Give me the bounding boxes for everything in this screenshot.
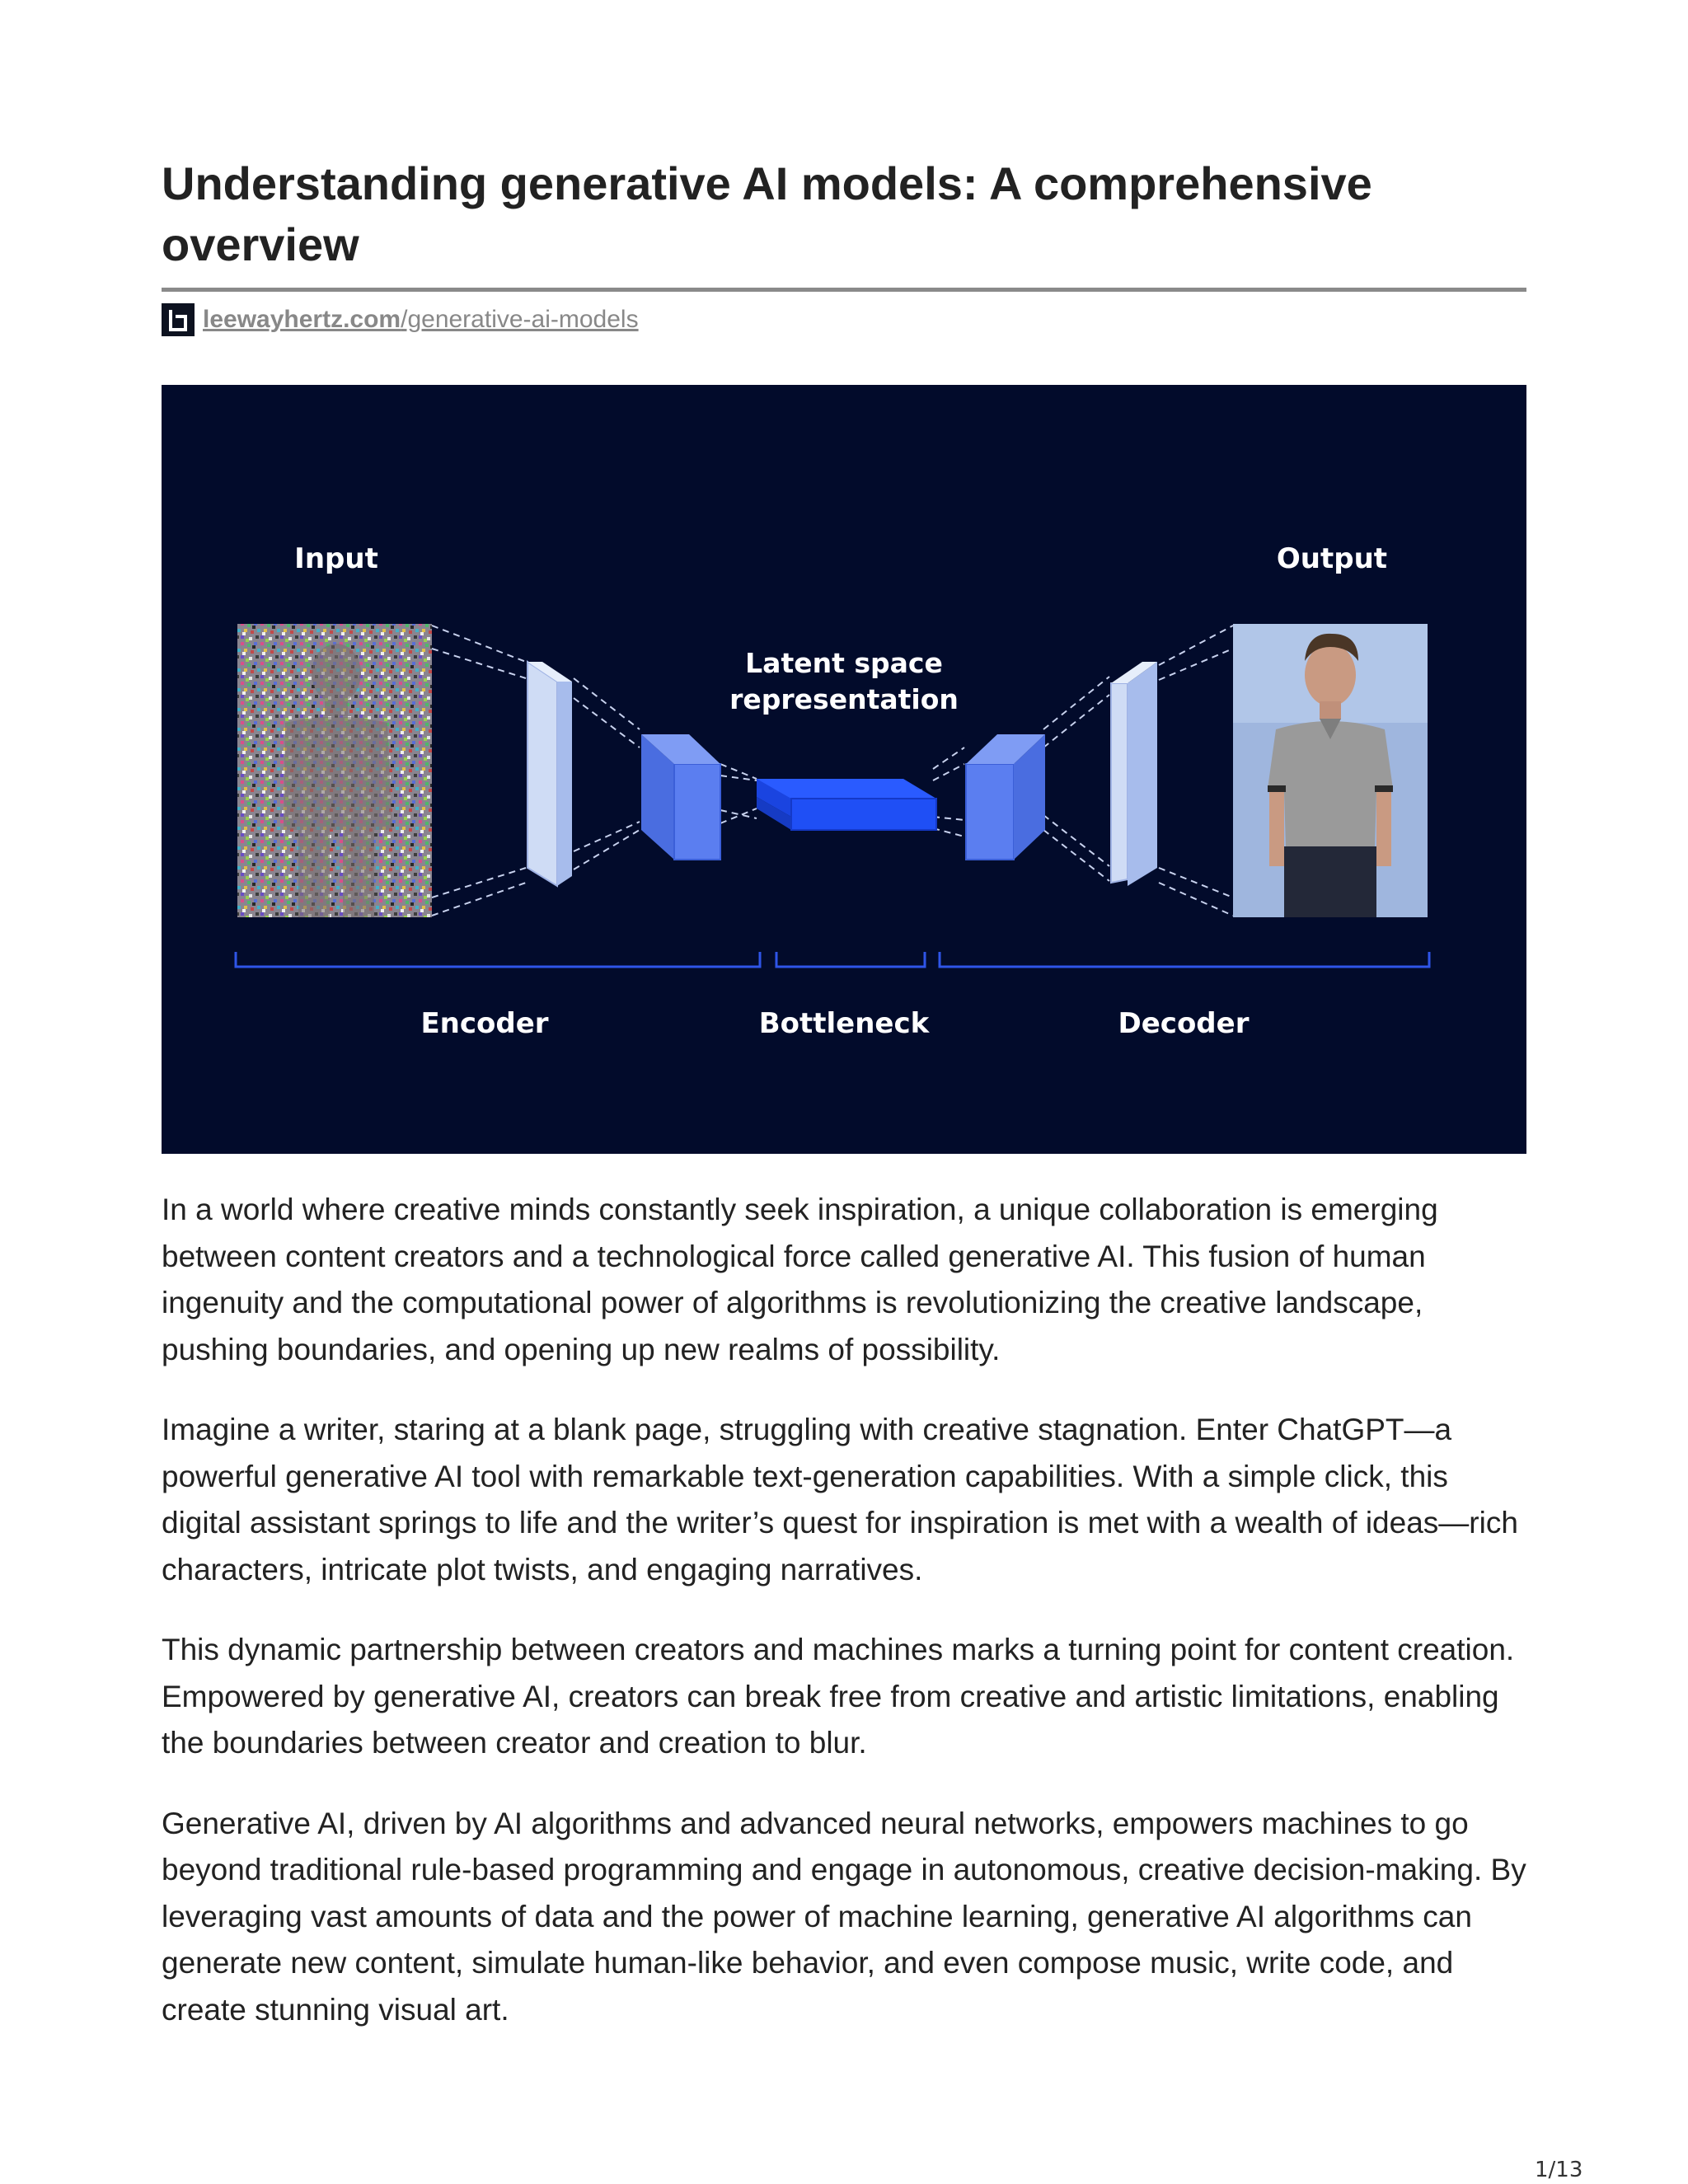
source-link[interactable] — [203, 306, 639, 334]
paragraph-1: In a world where creative minds constantly seek inspiration, a unique collaboration is emerging between content creators and a technological force called generative AI. This fusion of human ingenuity and the computational power of algorithms is revolutionizing the creative landscape, pushing boundaries, and opening up new realms of possibility. — [162, 1193, 1438, 1366]
paragraph-2: Imagine a writer, staring at a blank page, struggling with creative stagnation. Enter ChatGPT—a powerful generative AI tool with remarkable text-generation capabilities. With a simple click, this digital assistant springs to life and the writer’s quest for inspiration is met with a wealth of ideas—rich characters, intricate plot twists, and engaging narratives. — [162, 1413, 1518, 1586]
decoder-label: Decoder — [1118, 1007, 1250, 1040]
section-brackets — [236, 952, 1429, 967]
bottleneck-block — [757, 779, 936, 830]
encoder-layer-1 — [528, 662, 572, 886]
paragraph-4: Generative AI, driven by AI algorithms and advanced neural networks, empowers machines to go beyond traditional rule-based programming and engage in autonomous, creative decision-making. By leveraging vast amounts of data and the power of machine learning, generative AI algorithms can generate new content, simulate human-like behavior, and even compose music, write code, and create stunning visual art. — [162, 1806, 1526, 2027]
decoder-bracket — [940, 952, 1429, 967]
latent-label-line1: Latent space — [745, 647, 943, 679]
source-line — [162, 302, 639, 338]
input-label: Input — [294, 542, 378, 575]
article-body — [162, 1187, 1526, 2067]
page-number: 1/13 — [1535, 2158, 1583, 2182]
title-divider — [162, 288, 1526, 292]
decoder-layer-2 — [1111, 662, 1157, 886]
paragraph-3: This dynamic partnership between creators and machines marks a turning point for content creation. Empowered by generative AI, creators can break free from creative and artistic limitations, enabling the boundaries between creator and creation to blur. — [162, 1633, 1515, 1760]
noisy-input-image — [237, 624, 432, 917]
leewayhertz-logo-icon — [162, 303, 195, 336]
output-person-image — [1233, 624, 1428, 917]
bottleneck-bracket — [776, 952, 925, 967]
source-path: /generative-ai-models — [401, 306, 639, 333]
source-domain: leewayhertz.com — [203, 306, 401, 333]
decoder-layer-1 — [966, 734, 1045, 860]
autoencoder-diagram — [162, 385, 1526, 1154]
encoder-layer-2 — [641, 734, 720, 860]
bottleneck-label: Bottleneck — [758, 1007, 930, 1040]
encoder-bracket — [236, 952, 760, 967]
latent-label-line2: representation — [729, 683, 959, 715]
article-title: Understanding generative AI models: A comprehensive overview — [162, 157, 1372, 270]
output-label: Output — [1276, 542, 1388, 575]
encoder-label: Encoder — [420, 1007, 549, 1040]
